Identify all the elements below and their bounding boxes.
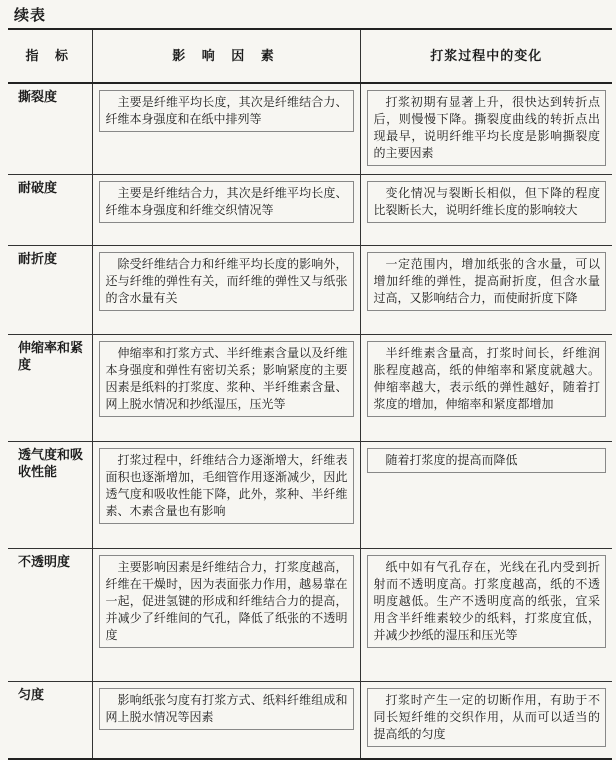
changes-cell xyxy=(360,549,612,682)
changes-text: 随着打浆度的提高而降低 xyxy=(367,448,607,473)
changes-text: 变化情况与裂断长相似，但下降的程度比裂断长大，说明纤维长度的影响较大 xyxy=(367,181,607,223)
factors-text: 影响纸张匀度有打浆方式、纸料纤维组成和网上脱水情况等因素 xyxy=(99,688,354,730)
indicator-cell: 耐破度 xyxy=(8,175,92,246)
factors-cell xyxy=(92,246,360,335)
factors-text: 打浆过程中，纤维结合力逐渐增大，纤维表面积也逐渐增加，毛细管作用逐渐减少，因此透气度和吸收性能下降，此外，浆种、半纤维素、木素含量也有影响 xyxy=(99,448,354,524)
table-row xyxy=(8,335,612,442)
table-caption: 续表 xyxy=(14,6,47,24)
factors-cell xyxy=(92,549,360,682)
changes-text: 打浆初期有显著上升，很快达到转折点后，则慢慢下降。撕裂度曲线的转折点出现最早，说明纤维平均长度是影响撕裂度的主要因素 xyxy=(367,90,607,166)
changes-cell xyxy=(360,335,612,442)
changes-text: 纸中如有气孔存在，光线在孔内受到折射而不透明度高。打浆度越高，纸的不透明度越低。生产不透明度高的纸张，宜采用含半纤维素较少的纸料，打浆度宜低，并减少抄纸的湿压和压光等 xyxy=(367,555,607,648)
changes-cell xyxy=(360,442,612,549)
indicator-cell: 撕裂度 xyxy=(8,83,92,175)
table-row xyxy=(8,83,612,175)
factors-cell xyxy=(92,175,360,246)
changes-cell xyxy=(360,246,612,335)
indicator-cell: 不透明度 xyxy=(8,549,92,682)
factors-text: 主要是纤维结合力，其次是纤维平均长度、纤维本身强度和纤维交织情况等 xyxy=(99,181,354,223)
table-row xyxy=(8,682,612,760)
changes-cell xyxy=(360,682,612,760)
changes-cell xyxy=(360,175,612,246)
header-indicator: 指 标 xyxy=(8,29,92,83)
indicator-cell: 耐折度 xyxy=(8,246,92,335)
factors-text: 主要是纤维平均长度，其次是纤维结合力、纤维本身强度和在纸中排列等 xyxy=(99,90,354,132)
header-changes: 打浆过程中的变化 xyxy=(360,29,612,83)
factors-cell xyxy=(92,335,360,442)
changes-text: 打浆时产生一定的切断作用，有助于不同长短纤维的交织作用，从而可以适当的提高纸的匀度 xyxy=(367,688,607,747)
header-factors: 影 响 因 素 xyxy=(92,29,360,83)
factors-text: 伸缩率和打浆方式、半纤维素含量以及纤维本身强度和弹性有密切关系；影响紧度的主要因素是纸料的打浆度、浆种、半纤维素含量、网上脱水情况和抄纸湿压，压光等 xyxy=(99,341,354,417)
indicator-cell: 匀度 xyxy=(8,682,92,760)
table-row xyxy=(8,246,612,335)
factors-cell xyxy=(92,442,360,549)
changes-text: 半纤维素含量高，打浆时间长，纤维润胀程度越高，纸的伸缩率和紧度就越大。伸缩率越大，表示纸的弹性越好，随着打浆度的增加，伸缩率和紧度都增加 xyxy=(367,341,607,417)
table-row xyxy=(8,442,612,549)
indicator-cell: 伸缩率和紧度 xyxy=(8,335,92,442)
factors-text: 除受纤维结合力和纤维平均长度的影响外，还与纤维的弹性有关，而纤维的弹性又与纸张的含水量有关 xyxy=(99,252,354,311)
factors-cell xyxy=(92,682,360,760)
changes-cell xyxy=(360,83,612,175)
table-row xyxy=(8,549,612,682)
factors-cell xyxy=(92,83,360,175)
factors-text: 主要影响因素是纤维结合力，打浆度越高，纤维在干燥时，因为表面张力作用，越易靠在一起，促进氢键的形成和纤维结合力的提高，并减少了纤维间的气孔，降低了纸张的不透明度 xyxy=(99,555,354,648)
property-table xyxy=(8,28,612,760)
header-row xyxy=(8,29,612,83)
indicator-cell: 透气度和吸收性能 xyxy=(8,442,92,549)
table-row xyxy=(8,175,612,246)
changes-text: 一定范围内，增加纸张的含水量，可以增加纤维的弹性，提高耐折度，但含水量过高，又影响结合力，而使耐折度下降 xyxy=(367,252,607,311)
